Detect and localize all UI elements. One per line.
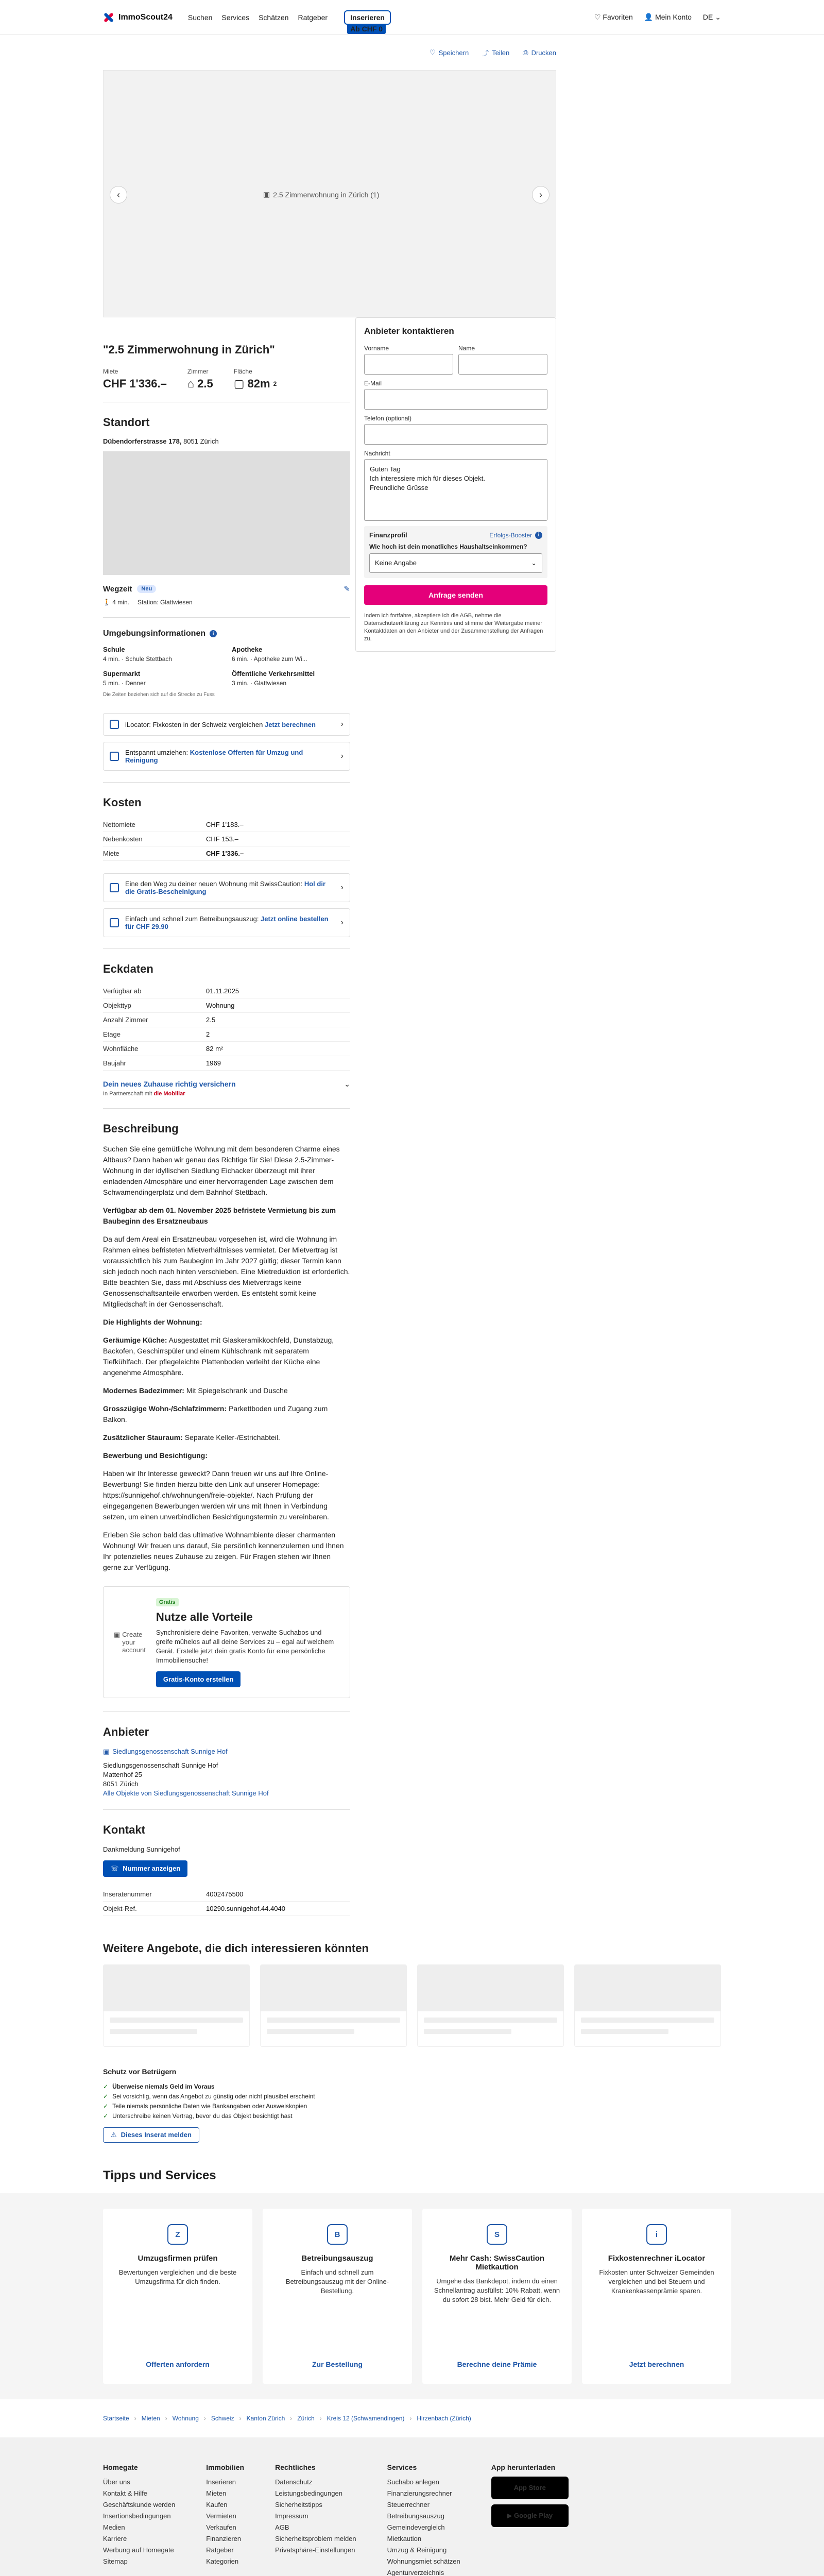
area-icon: ▢	[233, 377, 245, 390]
chevron-right-icon: ›	[340, 720, 344, 728]
keydata-value: 2	[206, 1030, 210, 1038]
app-store-label: App Store	[513, 2484, 546, 2492]
tip-card-debt	[263, 2209, 412, 2384]
surroundings-grid	[103, 646, 350, 687]
surr-pharmacy-title: Apotheke	[232, 646, 263, 653]
person-doc-icon: B	[327, 2224, 348, 2245]
fraud-tip: ✓ Überweise niemals Geld im Voraus	[103, 2082, 350, 2092]
footer-link[interactable]: Agenturverzeichnis	[387, 2569, 444, 2576]
footer-link[interactable]: Medien	[103, 2523, 125, 2531]
swisscaution-link: Hol dir die Gratis-Bescheinigung	[125, 880, 326, 895]
breadcrumb-item[interactable]: Schweiz	[211, 2415, 234, 2422]
listing-number-row	[103, 1887, 350, 1902]
tip-text: Bewertungen vergleichen und die beste Umzugsfirma für dich finden.	[118, 2268, 237, 2285]
fraud-tip: ✓ Teile niemals persönliche Daten wie Bankangaben oder Ausweiskopien	[103, 2102, 350, 2111]
tip-title: Fixkostenrechner iLocator	[608, 2254, 706, 2263]
shield-icon: S	[487, 2224, 507, 2245]
language-select[interactable]: DE ⌄	[702, 13, 721, 21]
cta-text: Synchronisiere deine Favoriten, verwalte Suchabos und greife mühelos auf all deine Services zu – egal auf welchem Gerät. Erstelle jetzt dein gratis Konto für eine persönliche Immobiliensuche!	[156, 1629, 334, 1664]
footer-col-realestate	[206, 2463, 244, 2576]
chevron-right-icon: ›	[539, 189, 542, 200]
save-button[interactable]	[430, 48, 469, 57]
surr-transport-title: Öffentliche Verkehrsmittel	[232, 670, 315, 677]
nav-item-services[interactable]: Services	[221, 13, 250, 22]
debt-extract-promo[interactable]	[103, 908, 350, 937]
info-icon[interactable]: i	[210, 630, 217, 637]
more-offers-list	[103, 1964, 721, 2047]
info-icon: i	[535, 532, 542, 539]
show-number-label: Nummer anzeigen	[123, 1865, 181, 1872]
ilocator-promo[interactable]	[103, 713, 350, 736]
footer-col-title: Services	[387, 2463, 417, 2471]
chevron-down-icon: ⌄	[344, 1080, 350, 1088]
footer-link[interactable]: Sitemap	[103, 2557, 128, 2565]
debt-extract-text: Einfach und schnell zum Betreibungsauszug:	[125, 915, 261, 923]
object-ref-row	[103, 1902, 350, 1916]
swisscaution-text: Eine den Weg zu deiner neuen Wohnung mit SwissCaution:	[125, 880, 304, 888]
desc-storage-title: Zusätzlicher Stauraum:	[103, 1433, 183, 1442]
cost-key: Nebenkosten	[103, 835, 143, 843]
area-unit-sup: 2	[273, 380, 277, 387]
keydata-value: Wohnung	[206, 1002, 235, 1009]
footer-link[interactable]: Finanzieren	[206, 2535, 242, 2543]
key-facts	[103, 368, 350, 391]
map-icon: i	[646, 2224, 667, 2245]
message-label: Nachricht	[364, 450, 390, 457]
footer-link[interactable]: Verkaufen	[206, 2523, 236, 2531]
ilocator-text: iLocator: Fixkosten in der Schweiz vergleichen	[125, 720, 265, 728]
keydata-row	[103, 1042, 350, 1056]
footer-link[interactable]: Steuerrechner	[387, 2501, 430, 2509]
create-account-button[interactable]: Gratis-Konto erstellen	[156, 1671, 241, 1687]
truck-icon	[110, 752, 119, 761]
tip-link[interactable]: Offerten anfordern	[146, 2360, 210, 2368]
keydata-key: Baujahr	[103, 1059, 126, 1067]
ilocator-link: Jetzt berechnen	[264, 720, 316, 728]
desc-application-title: Bewerbung und Besichtigung:	[103, 1451, 208, 1460]
swisscaution-promo[interactable]	[103, 873, 350, 902]
calculator-icon	[110, 720, 119, 729]
tip-card-ilocator	[582, 2209, 731, 2384]
desc-kitchen-text: Ausgestattet mit Glaskeramikkochfeld, Dunstabzug, Backofen, Geschirrspüler und einem Kühlschrank mit separatem Tiefkühlfach. Der pflegeleichte Plattenboden verleiht der Küche eine angenehme Atmosphäre.	[103, 1336, 334, 1377]
surr-transport-value: 3 min. · Glattwiesen	[232, 680, 287, 687]
offer-card-placeholder[interactable]	[574, 1964, 721, 2047]
lastname-input[interactable]	[458, 354, 547, 375]
main-content	[103, 35, 556, 2143]
chevron-right-icon: ›	[340, 883, 344, 892]
listing-number-value: 4002475500	[206, 1890, 244, 1898]
rooms-label: Zimmer	[187, 368, 209, 375]
document-icon	[110, 918, 119, 927]
finance-question: Wie hoch ist dein monatliches Haushaltseinkommen?	[369, 543, 527, 550]
footer-link[interactable]: Finanzierungsrechner	[387, 2489, 452, 2497]
income-select-value: Keine Angabe	[375, 559, 417, 567]
desc-bath-title: Modernes Badezimmer:	[103, 1386, 184, 1395]
tip-link[interactable]: Zur Bestellung	[312, 2360, 363, 2368]
phone-input[interactable]	[364, 424, 547, 445]
insurance-partner-text: In Partnerschaft mit	[103, 1091, 154, 1097]
provider-all-listings-link[interactable]: Alle Objekte von Siedlungsgenossenschaft Sunnige Hof	[103, 1789, 269, 1797]
breadcrumb-item[interactable]: Mieten	[141, 2415, 160, 2422]
desc-highlights-title: Die Highlights der Wohnung:	[103, 1318, 202, 1326]
fraud-title: Schutz vor Betrügern	[103, 2067, 177, 2076]
cost-value: CHF 153.–	[206, 835, 238, 843]
chevron-left-icon: ‹	[117, 189, 120, 200]
phone-label: Telefon (optional)	[364, 415, 412, 422]
desc-paragraph: Haben wir Ihr Interesse geweckt? Dann freuen wir uns auf Ihre Online-Bewerbung! Sie finden hierzu bitte den Link auf unserer Homepage: https://sunnigehof.ch/wohnungen/freie-objekte/. Nach Prüfung der eingegangenen Bewerbungen werden wir uns mit Ihnen in Verbindung setzen, um einen unverbindlichen Besichtigungstermin zu vereinbaren.	[103, 1469, 329, 1521]
keydata-row	[103, 984, 350, 998]
surroundings-title: Umgebungsinformationen	[103, 629, 206, 638]
finance-booster-label: Erfolgs-Booster	[489, 531, 532, 539]
listing-title: "2.5 Zimmerwohnung in Zürich"	[103, 343, 275, 356]
finance-title: Finanzprofil	[369, 531, 407, 539]
offer-card-placeholder[interactable]	[103, 1964, 250, 2047]
report-label: Dieses Inserat melden	[121, 2131, 192, 2139]
footer-link[interactable]: Suchabo anlegen	[387, 2478, 439, 2486]
footer-col-title: Rechtliches	[275, 2463, 316, 2471]
rooms-value: 2.5	[197, 377, 213, 390]
footer-link[interactable]: Mieten	[206, 2489, 227, 2497]
map[interactable]	[103, 451, 350, 575]
footer	[0, 2437, 824, 2576]
contact-form	[355, 317, 556, 652]
cost-key: Miete	[103, 850, 119, 857]
google-play-label: Google Play	[514, 2512, 553, 2519]
tip-text: Fixkosten unter Schweizer Gemeinden vergleichen und bei Steuern und Krankenkassenprämie sparen.	[599, 2268, 714, 2295]
footer-col-title: Homegate	[103, 2463, 138, 2471]
tip-link[interactable]: Jetzt berechnen	[629, 2360, 684, 2368]
show-number-button[interactable]	[103, 1860, 187, 1877]
account-label: Mein Konto	[655, 13, 692, 21]
description-body	[103, 1144, 350, 1573]
share-icon: ⤴	[482, 49, 489, 57]
insert-badge: Ab CHF 0	[347, 24, 386, 34]
surr-school-title: Schule	[103, 646, 125, 653]
footer-link[interactable]: AGB	[275, 2523, 289, 2531]
nav-item-guide[interactable]: Ratgeber	[298, 13, 328, 22]
listing-number-key: Inseratenummer	[103, 1890, 152, 1898]
keydata-key: Anzahl Zimmer	[103, 1016, 148, 1024]
footer-link[interactable]: Kategorien	[206, 2557, 239, 2565]
insert-button[interactable]	[344, 10, 391, 33]
keydata-value: 82 m²	[206, 1045, 224, 1053]
desc-bath-text: Mit Spiegelschrank und Dusche	[184, 1386, 288, 1395]
chevron-right-icon: ›	[340, 752, 344, 760]
cost-row-extra	[103, 832, 350, 846]
fraud-protection	[103, 2067, 350, 2143]
cost-row-total	[103, 846, 350, 861]
free-badge: Gratis	[156, 1598, 179, 1606]
footer-link[interactable]: Geschäftskunde werden	[103, 2501, 176, 2509]
breadcrumb-item[interactable]: Kreis 12 (Schwamendingen)	[327, 2415, 405, 2422]
gallery-next-button[interactable]	[532, 186, 550, 204]
breadcrumb: Startseite › Mieten › Wohnung › Schweiz › Kanton Zürich › Zürich › Kreis 12 (Schwamendingen) › Hirzenbach (Zürich)	[103, 2415, 471, 2422]
footer-link[interactable]: Inserieren	[206, 2478, 236, 2486]
house-icon: ⌂	[187, 377, 195, 390]
footer-link[interactable]: Kontakt & Hilfe	[103, 2489, 147, 2497]
tip-link[interactable]: Berechne deine Prämie	[457, 2360, 537, 2368]
provider-name: Siedlungsgenossenschaft Sunnige Hof	[103, 1761, 218, 1769]
fraud-tip: ✓ Unterschreibe keinen Vertrag, bevor du das Objekt besichtigt hast	[103, 2111, 350, 2121]
breadcrumb-item[interactable]: Hirzenbach (Zürich)	[417, 2415, 471, 2422]
cta-title: Nutze alle Vorteile	[156, 1611, 253, 1623]
tip-card-deposit	[422, 2209, 572, 2384]
google-play-button[interactable]	[491, 2504, 569, 2527]
send-request-button[interactable]: Anfrage senden	[364, 585, 547, 605]
offer-card-placeholder[interactable]	[417, 1964, 564, 2047]
contact-title: Kontakt	[103, 1823, 145, 1836]
finance-profile	[364, 526, 547, 578]
debt-extract-link: Jetzt online bestellen für CHF 29.90	[125, 915, 329, 930]
edit-icon[interactable]: ✎	[344, 585, 350, 594]
cost-row-net	[103, 818, 350, 832]
print-icon: ⎙	[523, 48, 528, 56]
account-cta	[103, 1586, 350, 1698]
address	[103, 437, 350, 445]
main-nav	[187, 10, 391, 33]
warning-icon: ⚠	[111, 2131, 117, 2139]
travel-time-header	[103, 584, 350, 594]
moving-promo[interactable]	[103, 742, 350, 771]
travel-time-title: Wegzeit	[103, 584, 132, 594]
user-icon: 👤	[644, 13, 654, 21]
income-select[interactable]	[369, 553, 542, 573]
breadcrumb-item[interactable]: Kanton Zürich	[246, 2415, 285, 2422]
tips-section	[0, 2193, 824, 2399]
print-label: Drucken	[531, 48, 556, 57]
keydata-value: 2.5	[206, 1016, 216, 1024]
insurance-accordion[interactable]	[103, 1080, 350, 1089]
surr-supermarket-value: 5 min. · Denner	[103, 680, 146, 687]
chevron-down-icon: ⌄	[531, 559, 537, 567]
more-offers-title: Weitere Angebote, die dich interessieren könnten	[103, 1942, 369, 1955]
image-gallery[interactable]	[103, 70, 556, 317]
location-title: Standort	[103, 416, 150, 429]
tip-title: Betreibungsauszug	[301, 2254, 373, 2263]
rent-label: Miete	[103, 368, 118, 375]
tip-card-moving	[103, 2209, 252, 2384]
provider-address	[103, 1761, 350, 1798]
listing-actions	[103, 35, 556, 70]
footer-link[interactable]: Umzug & Reinigung	[387, 2546, 447, 2554]
breadcrumb-item[interactable]: Wohnung	[172, 2415, 199, 2422]
insurance-title: Dein neues Zuhause richtig versichern	[103, 1080, 236, 1088]
keydata-row	[103, 1056, 350, 1071]
keydata-key: Wohnfläche	[103, 1045, 139, 1053]
tip-text: Einfach und schnell zum Betreibungsauszug mit der Online-Bestellung.	[285, 2268, 389, 2295]
message-textarea[interactable]: Guten Tag Ich interessiere mich für dieses Objekt. Freundliche Grüsse	[364, 459, 547, 521]
share-label: Teilen	[492, 48, 510, 57]
costs-title: Kosten	[103, 796, 142, 809]
contact-person: Dankmeldung Sunnigehof	[103, 1845, 180, 1853]
desc-availability: Verfügbar ab dem 01. November 2025 befristete Vermietung bis zum Baubeginn des Ersatzneubaus	[103, 1206, 336, 1225]
desc-paragraph: Da auf dem Areal ein Ersatzneubau vorgesehen ist, wird die Wohnung im Rahmen eines befristeten Mietverhältnisses vermietet. Der Mietvertrag ist voraussichtlich bis zum Baubeginn im Jahr 2027 gültig; dieser Termin kann sich jedoch noch nach hinten verschieben. Eine Mietreduktion ist erforderlich. Bitte beachten Sie, dass mit Abschluss des Mietvertrags keine Genossenschaftsanteile erworben werden. Es entsteht somit keine Mitgliedschaft in der Genossenschaft.	[103, 1235, 350, 1308]
footer-link[interactable]: Datenschutz	[275, 2478, 313, 2486]
contact-form-title: Anbieter kontaktieren	[364, 326, 454, 336]
object-ref-value: 10290.sunnigehof.44.4040	[206, 1905, 285, 1912]
footer-link[interactable]: Vermieten	[206, 2512, 236, 2520]
footer-link[interactable]: Ratgeber	[206, 2546, 234, 2554]
phone-icon: ☏	[110, 1865, 119, 1872]
footer-link[interactable]: Privatsphäre-Einstellungen	[275, 2546, 355, 2554]
object-ref-key: Objekt-Ref.	[103, 1905, 137, 1912]
broken-image-icon: ▣	[114, 1631, 121, 1638]
address-street: Dübendorferstrasse 178,	[103, 437, 182, 445]
footer-link[interactable]: Leistungsbedingungen	[275, 2489, 342, 2497]
footer-col-app	[491, 2463, 569, 2576]
footer-link[interactable]: Betreibungsauszug	[387, 2512, 444, 2520]
firstname-input[interactable]	[364, 354, 453, 375]
nav-item-estimate[interactable]: Schätzen	[259, 13, 289, 22]
report-listing-button[interactable]	[103, 2127, 199, 2143]
desc-kitchen-title: Geräumige Küche:	[103, 1336, 167, 1344]
insert-label: Inserieren	[350, 13, 385, 22]
brand-logo[interactable]	[103, 12, 173, 23]
keydata-key: Objekttyp	[103, 1002, 131, 1009]
footer-link[interactable]: Sicherheitsproblem melden	[275, 2535, 356, 2543]
provider-title: Anbieter	[103, 1725, 149, 1738]
email-label: E-Mail	[364, 380, 382, 387]
mobiliar-logo: die Mobiliar	[153, 1091, 185, 1097]
favorites-label: Favoriten	[603, 13, 633, 21]
travel-time-row	[103, 599, 350, 606]
offer-card-placeholder[interactable]	[260, 1964, 407, 2047]
footer-link[interactable]: Karriere	[103, 2535, 127, 2543]
footer-link[interactable]: Mietkaution	[387, 2535, 422, 2543]
provider-logo[interactable]	[103, 1747, 350, 1756]
keydata-key: Verfügbar ab	[103, 987, 142, 995]
nav-item-search[interactable]: Suchen	[187, 13, 213, 22]
keydata-row	[103, 1027, 350, 1042]
footer-col-legal	[275, 2463, 356, 2576]
account-link[interactable]	[644, 13, 692, 22]
footer-col-title: Immobilien	[206, 2463, 245, 2471]
broken-image-icon: ▣	[263, 190, 270, 198]
save-label: Speichern	[438, 48, 469, 57]
box-icon: Z	[167, 2224, 188, 2245]
desc-paragraph: Suchen Sie eine gemütliche Wohnung mit dem besonderen Charme eines Altbaus? Dann haben wir genau das Richtige für Sie! Diese 2.5-Zimmer-Wohnung in der idyllischen Siedlung Eichacker überzeugt mit ihrer einladenden Atmosphäre und einer hervorragenden Lage zwischen dem Schwamendingerplatz und dem Bahnhof Stettbach.	[103, 1145, 340, 1196]
finance-booster-link[interactable]	[489, 531, 542, 539]
logo-icon	[103, 12, 114, 23]
new-badge: Neu	[137, 585, 156, 593]
desc-paragraph: Erleben Sie schon bald das ultimative Wohnambiente dieser charmanten Wohnung! Wir freuen uns darauf, Sie persönlich kennenzulernen und Ihnen Ihr potenzielles neues Zuhause zu zeigen. Für Fragen stehen wir Ihnen gerne zur Verfügung.	[103, 1531, 344, 1571]
play-icon: ▶	[507, 2512, 512, 2519]
insurance-partner	[103, 1091, 350, 1097]
footer-col-homegate	[103, 2463, 175, 2576]
keydata-row	[103, 1013, 350, 1027]
tip-title: Mehr Cash: SwissCaution Mietkaution	[449, 2254, 545, 2272]
brand-name: ImmoScout24	[118, 12, 173, 22]
area-value: 82m	[247, 377, 270, 390]
keydata-key: Etage	[103, 1030, 121, 1038]
cost-value: CHF 1'183.–	[206, 821, 244, 828]
keydata-title: Eckdaten	[103, 962, 153, 975]
footer-link[interactable]: Kaufen	[206, 2501, 228, 2509]
firstname-label: Vorname	[364, 345, 389, 352]
footer-link[interactable]: Wohnungsmiet schätzen	[387, 2557, 460, 2565]
rent-value: CHF 1'336.–	[103, 377, 167, 390]
cost-value: CHF 1'336.–	[206, 850, 244, 857]
favorites-link[interactable]	[594, 13, 633, 22]
footer-link[interactable]: Impressum	[275, 2512, 308, 2520]
desc-storage-text: Separate Keller-/Estrichabteil.	[182, 1433, 280, 1442]
app-download-title: App herunterladen	[491, 2463, 556, 2471]
lastname-label: Name	[458, 345, 475, 352]
app-store-button[interactable]	[491, 2477, 569, 2499]
broken-image-icon: ▣	[103, 1748, 110, 1755]
chevron-right-icon: ›	[340, 918, 344, 927]
surr-pharmacy-value: 6 min. · Apotheke zum Wi...	[232, 655, 307, 663]
tip-title: Umzugsfirmen prüfen	[138, 2254, 218, 2263]
travel-station: Station: Glattwiesen	[137, 599, 193, 606]
moving-text: Entspannt umziehen:	[125, 749, 190, 756]
footer-link[interactable]: Insertionsbedingungen	[103, 2512, 171, 2520]
heart-icon: ♡	[594, 13, 601, 21]
surr-supermarket-title: Supermarkt	[103, 670, 141, 677]
header	[0, 0, 824, 35]
gallery-prev-button[interactable]	[110, 186, 127, 204]
tip-text: Umgehe das Bankdepot, indem du einen Schnellantrag ausfüllst: 10% Rabatt, wenn du sofort 28 bist. Mehr Geld für dich.	[434, 2277, 560, 2303]
area-label: Fläche	[233, 368, 252, 375]
cost-key: Nettomiete	[103, 821, 135, 828]
shield-icon	[110, 883, 119, 892]
breadcrumb-item[interactable]: Zürich	[297, 2415, 315, 2422]
provider-city: 8051 Zürich	[103, 1780, 139, 1788]
footer-col-services	[387, 2463, 460, 2576]
address-city: 8051 Zürich	[181, 437, 219, 445]
desc-rooms-title: Grosszügige Wohn-/Schlafzimmern:	[103, 1404, 227, 1413]
breadcrumb-item[interactable]: Startseite	[103, 2415, 129, 2422]
description-title: Beschreibung	[103, 1122, 179, 1135]
footer-link[interactable]: Gemeindevergleich	[387, 2523, 445, 2531]
print-button[interactable]	[523, 48, 556, 57]
provider-street: Mattenhof 25	[103, 1771, 142, 1778]
footer-link[interactable]: Über uns	[103, 2478, 130, 2486]
footer-link[interactable]: Sicherheitstipps	[275, 2501, 322, 2509]
account-image	[114, 1631, 146, 1654]
heart-icon: ♡	[429, 48, 436, 56]
keydata-value: 01.11.2025	[206, 987, 239, 995]
surroundings-note: Die Zeiten beziehen sich auf die Strecke zu Fuss	[103, 692, 215, 698]
desc-rooms-text: Parkettboden und Zugang zum Balkon.	[103, 1404, 328, 1423]
account-image-alt: Create your account	[122, 1631, 146, 1654]
share-button[interactable]	[482, 48, 509, 58]
footer-link[interactable]: Werbung auf Homegate	[103, 2546, 174, 2554]
gallery-image	[263, 190, 379, 199]
email-input[interactable]	[364, 389, 547, 410]
legal-note: Indem ich fortfahre, akzeptiere ich die AGB, nehme die Datenschutzerklärung zur Kenntnis und stimme der Weitergabe meiner Kontaktdaten an den Anbieter und der Zusammenstellung der Anfragen zu.	[364, 613, 543, 642]
surr-school-value: 4 min. · Schule Stettbach	[103, 655, 173, 663]
travel-time-value: 4 min.	[112, 599, 129, 606]
tips-title: Tipps und Services	[103, 2168, 216, 2182]
language-label: DE	[702, 13, 713, 21]
keydata-row	[103, 998, 350, 1013]
gallery-alt: 2.5 Zimmerwohnung in Zürich (1)	[273, 190, 380, 199]
fraud-tip: ✓ Sei vorsichtig, wenn das Angebot zu günstig oder nicht plausibel erscheint	[103, 2092, 350, 2102]
keydata-value: 1969	[206, 1059, 221, 1067]
provider-logo-alt: Siedlungsgenossenschaft Sunnige Hof	[112, 1748, 228, 1755]
walk-icon: 🚶	[103, 599, 111, 606]
moving-link: Kostenlose Offerten für Umzug und Reinigung	[125, 749, 303, 764]
